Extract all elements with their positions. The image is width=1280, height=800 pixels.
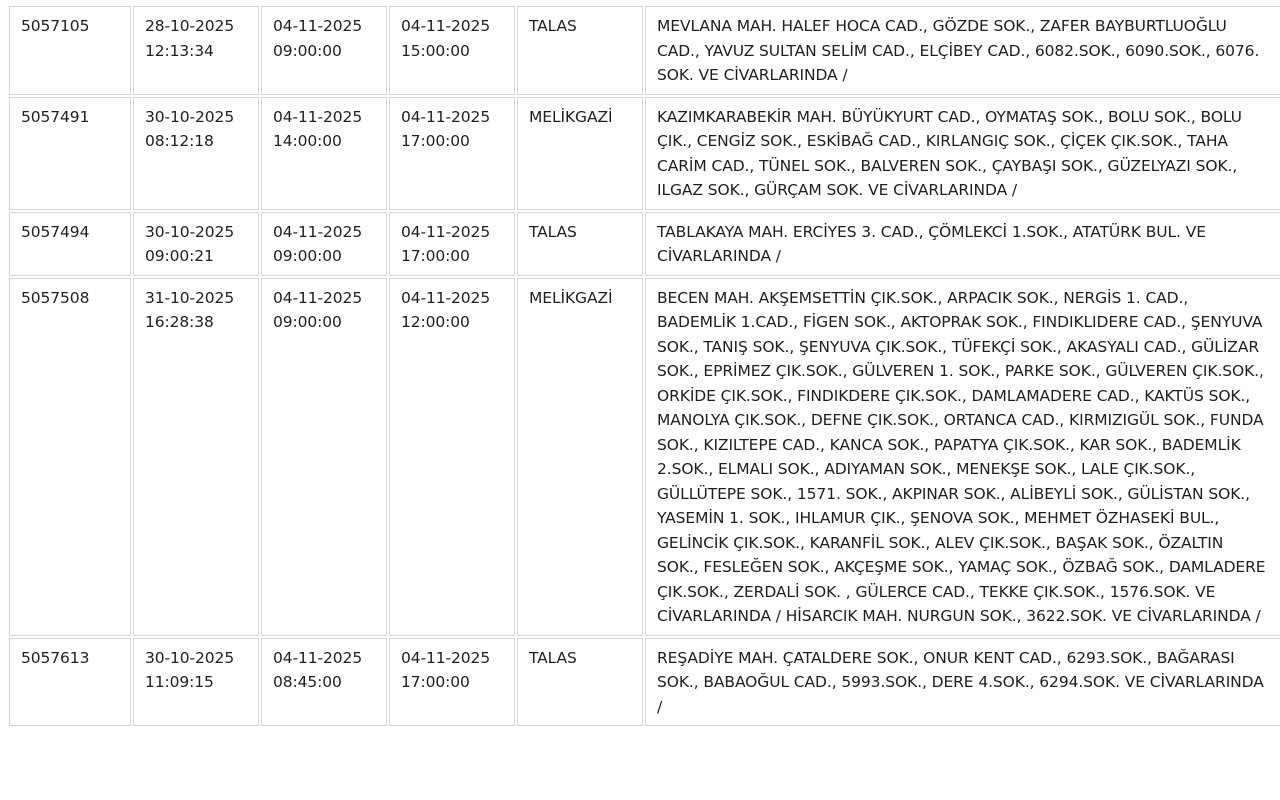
end-date: 04-11-2025: [401, 222, 491, 241]
address-cell: [645, 638, 1280, 727]
address-text: TABLAKAYA MAH. ERCİYES 3. CAD., ÇÖMLEKCİ 1.SOK., ATATÜRK BUL. VE CİVARLARINDA /: [657, 222, 1206, 265]
address-cell: [645, 97, 1280, 210]
end-date: 04-11-2025: [401, 288, 491, 307]
registration-date: 30-10-2025: [145, 648, 235, 667]
registration-date: 28-10-2025: [145, 17, 235, 35]
registration-cell: [133, 212, 259, 276]
address-cell: [645, 6, 1280, 95]
outage-table-container: [7, 4, 1280, 728]
outage-table: [7, 4, 1280, 728]
registration-date: 30-10-2025: [145, 222, 235, 241]
registration-cell: [133, 638, 259, 727]
end-time: 12:00:00: [401, 313, 470, 331]
table-row: [9, 212, 1280, 276]
end-cell: [389, 6, 515, 95]
registration-cell: [133, 6, 259, 95]
start-date: 04-11-2025: [273, 17, 363, 35]
address-text: REŞADİYE MAH. ÇATALDERE SOK., ONUR KENT CAD., 6293.SOK., BAĞARASI SOK., BABAOĞUL CAD., 5993.SOK., DERE 4.SOK., 6294.SOK. VE CİVARLARINDA /: [657, 648, 1264, 716]
table-row: [9, 97, 1280, 210]
registration-cell: [133, 278, 259, 636]
end-date: 04-11-2025: [401, 648, 491, 667]
registration-time: 11:09:15: [145, 673, 214, 691]
table-row: [9, 638, 1280, 727]
registration-time: 16:28:38: [145, 313, 214, 331]
registration-cell: [133, 97, 259, 210]
registration-date: 31-10-2025: [145, 288, 235, 307]
record-id: 5057494: [21, 222, 90, 241]
record-id-cell: [9, 278, 131, 636]
start-date: 04-11-2025: [273, 288, 363, 307]
address-cell: [645, 212, 1280, 276]
district-cell: [517, 212, 643, 276]
record-id: 5057508: [21, 288, 90, 307]
table-row: [9, 278, 1280, 636]
start-date: 04-11-2025: [273, 648, 363, 667]
end-time: 17:00:00: [401, 132, 470, 150]
end-cell: [389, 278, 515, 636]
start-time: 14:00:00: [273, 132, 342, 150]
start-cell: [261, 6, 387, 95]
record-id: 5057491: [21, 107, 90, 126]
district-cell: [517, 97, 643, 210]
end-time: 17:00:00: [401, 247, 470, 265]
district-cell: [517, 638, 643, 727]
address-cell: [645, 278, 1280, 636]
start-time: 09:00:00: [273, 313, 342, 331]
registration-date: 30-10-2025: [145, 107, 235, 126]
start-date: 04-11-2025: [273, 107, 363, 126]
address-text: BECEN MAH. AKŞEMSETTİN ÇIK.SOK., ARPACIK SOK., NERGİS 1. CAD., BADEMLİK 1.CAD., FİGEN SOK., AKTOPRAK SOK., FINDIKLIDERE CAD., ŞENYUVA SOK., TANIŞ SOK., ŞENYUVA ÇIK.SOK., TÜFEKÇİ SOK., AKASYALI CAD., GÜLİZAR SOK., EPRİMEZ ÇIK.SOK., GÜLVEREN 1. SOK., PARKE SOK., GÜLVEREN ÇIK.SOK., ORKİDE ÇIK.SOK., FINDIKDERE ÇIK.SOK., DAMLAMADERE CAD., KAKTÜS SOK., MANOLYA ÇIK.SOK., DEFNE ÇIK.SOK., ORTANCA CAD., KIRMIZIGÜL SOK., FUNDA SOK., KIZILTEPE CAD., KANCA SOK., PAPATYA ÇIK.SOK., KAR SOK., BADEMLİK 2.SOK., ELMALI SOK., ADIYAMAN SOK., MENEKŞE SOK., LALE ÇIK.SOK., GÜLLÜTEPE SOK., 1571. SOK., AKPINAR SOK., ALİBEYLİ SOK., GÜLİSTAN SOK., YASEMİN 1. SOK., IHLAMUR ÇIK., ŞENOVA SOK., MEHMET ÖZHASEKİ BUL., GELİNCİK ÇIK.SOK., KARANFİL SOK., ALEV ÇIK.SOK., BAŞAK SOK., ÖZALTIN SOK., FESLEĞEN SOK., AKÇEŞME SOK., YAMAÇ SOK., ÖZBAĞ SOK., DAMLADERE ÇIK.SOK., ZERDALİ SOK. , GÜLERCE CAD., TEKKE ÇIK.SOK., 1576.SOK. VE CİVARLARINDA / HİSARCIK MAH. NURGUN SOK., 3622.SOK. VE CİVARLARINDA /: [657, 288, 1266, 625]
registration-time: 08:12:18: [145, 132, 214, 150]
start-time: 08:45:00: [273, 673, 342, 691]
start-date: 04-11-2025: [273, 222, 363, 241]
end-cell: [389, 212, 515, 276]
end-cell: [389, 638, 515, 727]
address-text: MEVLANA MAH. HALEF HOCA CAD., GÖZDE SOK., ZAFER BAYBURTLUOĞLU CAD., YAVUZ SULTAN SELİM CAD., ELÇİBEY CAD., 6082.SOK., 6090.SOK., 6076. SOK. VE CİVARLARINDA /: [657, 17, 1260, 84]
district: TALAS: [529, 222, 577, 241]
district: TALAS: [529, 17, 577, 35]
record-id-cell: [9, 6, 131, 95]
end-date: 04-11-2025: [401, 107, 491, 126]
district-cell: [517, 6, 643, 95]
record-id-cell: [9, 212, 131, 276]
start-cell: [261, 212, 387, 276]
district: MELİKGAZİ: [529, 107, 613, 126]
address-text: KAZIMKARABEKİR MAH. BÜYÜKYURT CAD., OYMATAŞ SOK., BOLU SOK., BOLU ÇIK., CENGİZ SOK., ESKİBAĞ CAD., KIRLANGIÇ SOK., ÇİÇEK ÇIK.SOK., TAHA CARİM CAD., TÜNEL SOK., BALVEREN SOK., ÇAYBAŞI SOK., GÜZELYAZI SOK., ILGAZ SOK., GÜRÇAM SOK. VE CİVARLARINDA /: [657, 107, 1242, 199]
start-time: 09:00:00: [273, 247, 342, 265]
district: MELİKGAZİ: [529, 288, 613, 307]
registration-time: 09:00:21: [145, 247, 214, 265]
registration-time: 12:13:34: [145, 41, 214, 60]
record-id-cell: [9, 638, 131, 727]
start-cell: [261, 638, 387, 727]
start-time: 09:00:00: [273, 41, 342, 60]
end-time: 17:00:00: [401, 673, 470, 691]
district: TALAS: [529, 648, 577, 667]
start-cell: [261, 278, 387, 636]
start-cell: [261, 97, 387, 210]
record-id: 5057105: [21, 17, 90, 35]
record-id-cell: [9, 97, 131, 210]
end-date: 04-11-2025: [401, 17, 491, 35]
end-cell: [389, 97, 515, 210]
district-cell: [517, 278, 643, 636]
record-id: 5057613: [21, 648, 90, 667]
table-row: [9, 6, 1280, 95]
end-time: 15:00:00: [401, 41, 470, 60]
